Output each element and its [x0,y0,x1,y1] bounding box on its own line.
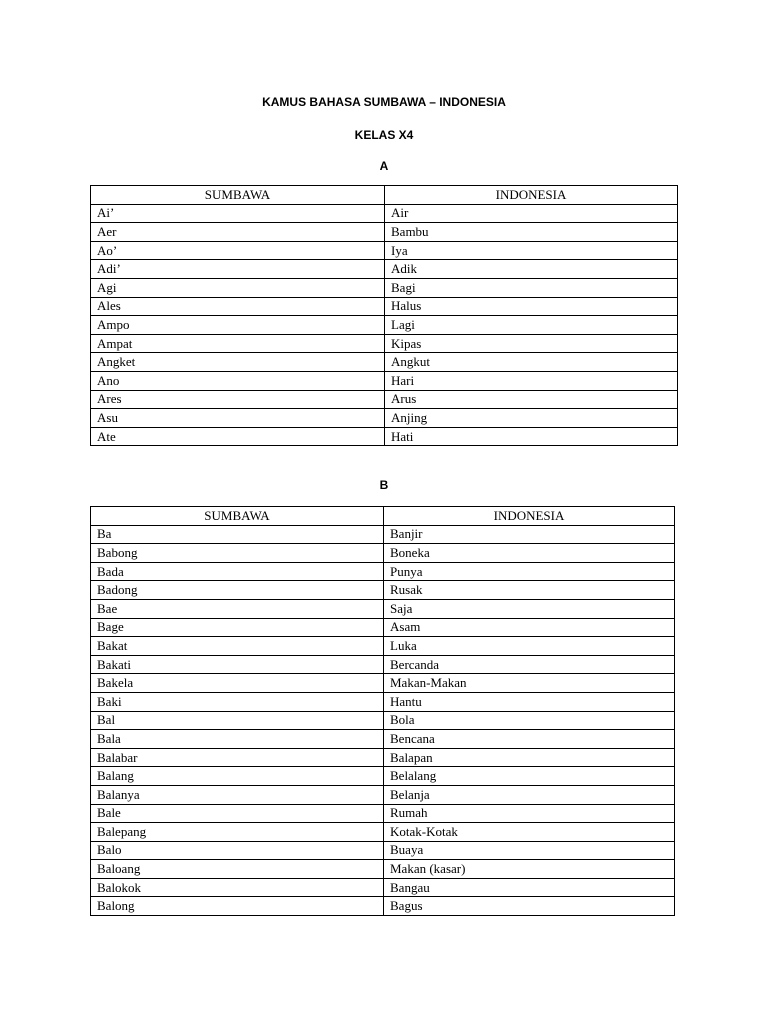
document-subtitle: KELAS X4 [354,128,414,142]
indonesia-word-cell: Buaya [384,841,675,860]
table-row [91,297,678,316]
sumbawa-word-cell: Balang [91,767,384,786]
table-row [91,427,678,446]
table-row [91,278,678,297]
indonesia-word-cell: Balapan [384,748,675,767]
indonesia-word-cell: Bola [384,711,675,730]
table-row [91,860,675,879]
indonesia-word-cell: Bambu [385,223,678,242]
table-row [91,711,675,730]
table-row [91,655,675,674]
sumbawa-word-cell: Ampat [91,334,385,353]
indonesia-word-cell: Makan-Makan [384,674,675,693]
indonesia-word-cell: Iya [385,241,678,260]
section-b-letter: B [379,478,389,492]
table-row [91,581,675,600]
section-a-letter: A [379,159,389,173]
table-row [91,674,675,693]
sumbawa-word-cell: Babong [91,544,384,563]
table-row [91,334,678,353]
table-row [91,599,675,618]
sumbawa-word-cell: Ba [91,525,384,544]
table-row [91,692,675,711]
table-row [91,878,675,897]
sumbawa-word-cell: Ate [91,427,385,446]
column-header-indonesia: INDONESIA [384,507,675,526]
sumbawa-word-cell: Asu [91,409,385,428]
sumbawa-word-cell: Badong [91,581,384,600]
table-row [91,562,675,581]
sumbawa-word-cell: Balanya [91,785,384,804]
sumbawa-word-cell: Balokok [91,878,384,897]
indonesia-word-cell: Halus [385,297,678,316]
table-row [91,316,678,335]
table-header-row [91,186,678,205]
indonesia-word-cell: Saja [384,599,675,618]
indonesia-word-cell: Punya [384,562,675,581]
indonesia-word-cell: Kipas [385,334,678,353]
indonesia-word-cell: Arus [385,390,678,409]
indonesia-word-cell: Rumah [384,804,675,823]
table-row [91,730,675,749]
table-row [91,371,678,390]
table-row [91,390,678,409]
dictionary-table-a [90,185,678,446]
sumbawa-word-cell: Angket [91,353,385,372]
sumbawa-word-cell: Balepang [91,823,384,842]
sumbawa-word-cell: Bakati [91,655,384,674]
indonesia-word-cell: Bangau [384,878,675,897]
indonesia-word-cell: Hantu [384,692,675,711]
sumbawa-word-cell: Ales [91,297,385,316]
table-row [91,353,678,372]
table-row [91,618,675,637]
sumbawa-word-cell: Balong [91,897,384,916]
indonesia-word-cell: Bencana [384,730,675,749]
sumbawa-word-cell: Bae [91,599,384,618]
sumbawa-word-cell: Aer [91,223,385,242]
sumbawa-word-cell: Bala [91,730,384,749]
sumbawa-word-cell: Balo [91,841,384,860]
sumbawa-word-cell: Agi [91,278,385,297]
table-row [91,823,675,842]
table-header-row [91,507,675,526]
sumbawa-word-cell: Bakat [91,637,384,656]
indonesia-word-cell: Bagi [385,278,678,297]
sumbawa-word-cell: Ampo [91,316,385,335]
sumbawa-word-cell: Ares [91,390,385,409]
column-header-sumbawa: SUMBAWA [91,186,385,205]
table-row [91,897,675,916]
table-row [91,748,675,767]
indonesia-word-cell: Boneka [384,544,675,563]
sumbawa-word-cell: Balabar [91,748,384,767]
table-row [91,260,678,279]
table-row [91,409,678,428]
table-row [91,204,678,223]
indonesia-word-cell: Lagi [385,316,678,335]
indonesia-word-cell: Makan (kasar) [384,860,675,879]
table-row [91,804,675,823]
table-row [91,637,675,656]
sumbawa-word-cell: Ao’ [91,241,385,260]
indonesia-word-cell: Adik [385,260,678,279]
indonesia-word-cell: Belalang [384,767,675,786]
column-header-sumbawa: SUMBAWA [91,507,384,526]
indonesia-word-cell: Hari [385,371,678,390]
table-row [91,767,675,786]
indonesia-word-cell: Kotak-Kotak [384,823,675,842]
column-header-indonesia: INDONESIA [385,186,678,205]
sumbawa-word-cell: Bakela [91,674,384,693]
table-row [91,785,675,804]
sumbawa-word-cell: Bale [91,804,384,823]
indonesia-word-cell: Bercanda [384,655,675,674]
sumbawa-word-cell: Bage [91,618,384,637]
indonesia-word-cell: Luka [384,637,675,656]
indonesia-word-cell: Asam [384,618,675,637]
document-title: KAMUS BAHASA SUMBAWA – INDONESIA [262,95,506,109]
indonesia-word-cell: Belanja [384,785,675,804]
sumbawa-word-cell: Bada [91,562,384,581]
indonesia-word-cell: Rusak [384,581,675,600]
table-row [91,241,678,260]
indonesia-word-cell: Hati [385,427,678,446]
sumbawa-word-cell: Adi’ [91,260,385,279]
sumbawa-word-cell: Baloang [91,860,384,879]
sumbawa-word-cell: Baki [91,692,384,711]
table-row [91,841,675,860]
indonesia-word-cell: Anjing [385,409,678,428]
table-row [91,223,678,242]
indonesia-word-cell: Angkut [385,353,678,372]
indonesia-word-cell: Banjir [384,525,675,544]
sumbawa-word-cell: Ai’ [91,204,385,223]
indonesia-word-cell: Air [385,204,678,223]
indonesia-word-cell: Bagus [384,897,675,916]
sumbawa-word-cell: Bal [91,711,384,730]
dictionary-table-b [90,506,675,916]
sumbawa-word-cell: Ano [91,371,385,390]
table-row [91,525,675,544]
table-row [91,544,675,563]
